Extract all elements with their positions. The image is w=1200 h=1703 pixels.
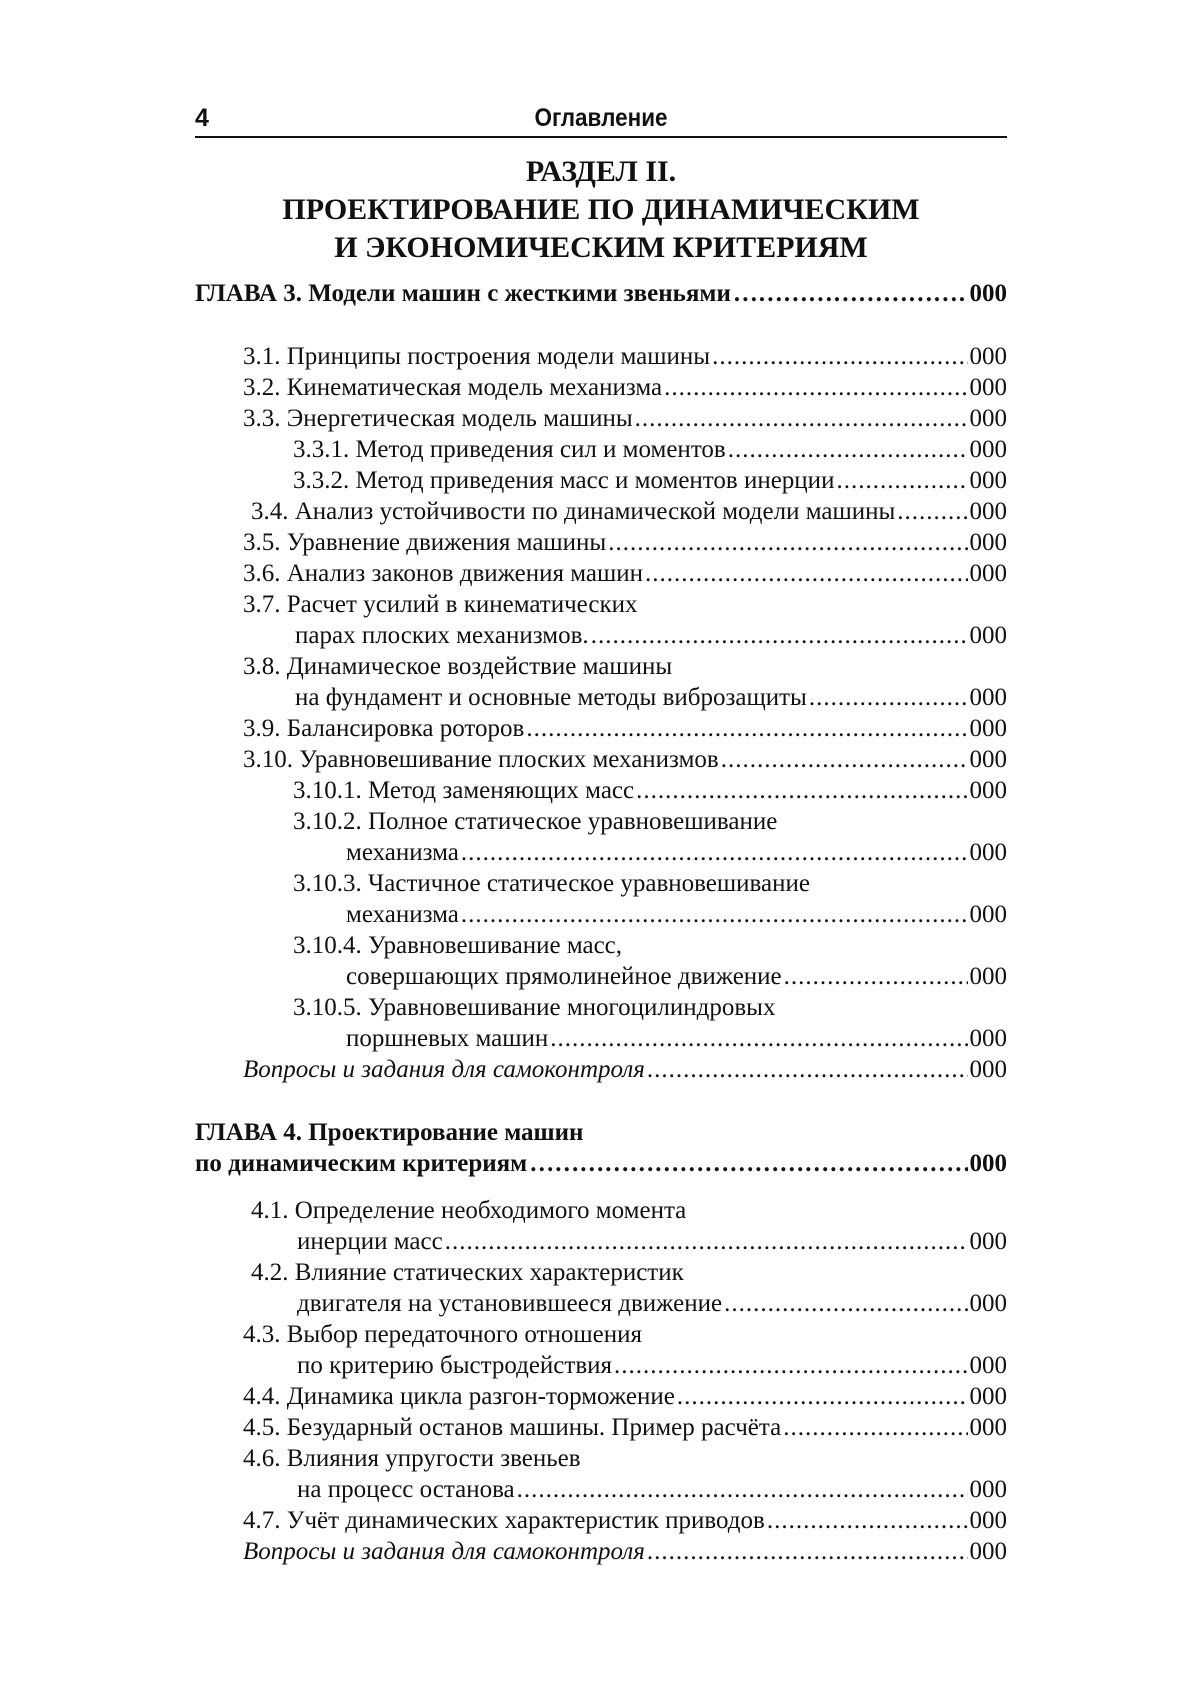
toc-entry-4-6-line-1[interactable]: 4.6. Влияния упругости звеньев xyxy=(243,1445,581,1472)
toc-entry-label: 3.2. Кинематическая модель механизма xyxy=(243,374,663,401)
toc-entry-4-2-line-1[interactable]: 4.2. Влияние статических характеристик xyxy=(251,1259,684,1286)
dot-leader xyxy=(809,682,968,714)
toc-entry-3-8[interactable] xyxy=(295,682,1007,714)
chapter-4-title: по динамическим критериям xyxy=(195,1150,528,1177)
toc-entry-ch4-questions[interactable] xyxy=(243,1536,1007,1568)
toc-entry-3-2[interactable] xyxy=(243,372,1007,404)
toc-entry-4-3[interactable] xyxy=(297,1350,1007,1382)
section-heading-line-2: ПРОЕКТИРОВАНИЕ ПО ДИНАМИЧЕСКИМ xyxy=(282,193,920,226)
toc-entry-3-5[interactable] xyxy=(243,527,1007,559)
toc-entry-3-10-2-line-1[interactable]: 3.10.2. Полное статическое уравновешивание xyxy=(293,808,778,835)
dot-leader xyxy=(897,496,967,528)
dot-leader xyxy=(591,620,968,652)
toc-entry-label: по критерию быстродействия xyxy=(297,1352,613,1379)
dot-leader xyxy=(677,1381,968,1413)
toc-entry-4-5[interactable] xyxy=(243,1412,1007,1444)
toc-entry-3-9[interactable] xyxy=(243,713,1007,745)
toc-entry-3-10-4[interactable] xyxy=(346,961,1007,993)
toc-entry-label: 3.3. Энергетическая модель машины xyxy=(243,405,633,432)
dot-leader xyxy=(526,713,967,745)
toc-entry-page: 000 xyxy=(969,684,1007,711)
toc-entry-label: Вопросы и задания для самоконтроля xyxy=(243,1538,645,1565)
chapter-3-heading[interactable] xyxy=(195,278,1007,310)
dot-leader xyxy=(550,1023,967,1055)
toc-entry-page: 000 xyxy=(969,715,1007,742)
toc-entry-3-4[interactable] xyxy=(251,496,1007,528)
dot-leader xyxy=(836,465,967,497)
page-number: 4 xyxy=(195,104,209,132)
section-heading-line-3: И ЭКОНОМИЧЕСКИМ КРИТЕРИЯМ xyxy=(334,231,868,264)
toc-entry-page: 000 xyxy=(969,405,1007,432)
toc-entry-3-10-1[interactable] xyxy=(293,775,1007,807)
dot-leader xyxy=(728,434,968,466)
toc-entry-label: 3.6. Анализ законов движения машин xyxy=(243,560,643,587)
dot-leader xyxy=(733,278,968,310)
toc-entry-label: 3.3.1. Метод приведения сил и моментов xyxy=(293,436,726,463)
toc-entry-4-2[interactable] xyxy=(297,1288,1007,1320)
toc-entry-label: 4.4. Динамика цикла разгон-торможение xyxy=(243,1383,675,1410)
toc-entry-page: 000 xyxy=(969,498,1007,525)
toc-entry-3-3-2[interactable] xyxy=(293,465,1007,497)
toc-entry-label: 3.3.2. Метод приведения масс и моментов инерции xyxy=(293,467,835,494)
chapter-4-heading[interactable] xyxy=(195,1148,1007,1180)
toc-entry-label: поршневых машин xyxy=(346,1025,549,1052)
chapter-3-title: ГЛАВА 3. Модели машин с жесткими звеньями xyxy=(195,280,731,307)
toc-entry-page: 000 xyxy=(969,1025,1007,1052)
toc-entry-label: 3.5. Уравнение движения машины xyxy=(243,529,607,556)
dot-leader xyxy=(445,1226,968,1258)
toc-entry-4-3-line-1[interactable]: 4.3. Выбор передаточного отношения xyxy=(243,1321,642,1348)
dot-leader xyxy=(461,899,968,931)
dot-leader xyxy=(647,1054,968,1086)
toc-entry-page: 000 xyxy=(969,622,1007,649)
page-header xyxy=(195,96,1007,138)
toc-entry-3-7-line-1[interactable]: 3.7. Расчет усилий в кинематических xyxy=(243,591,638,618)
toc-entry-3-7[interactable] xyxy=(295,620,1007,652)
dot-leader xyxy=(724,1288,967,1320)
dot-leader xyxy=(784,961,968,993)
section-heading-line-1: РАЗДЕЛ II. xyxy=(525,155,677,188)
toc-entry-page: 000 xyxy=(969,467,1007,494)
toc-entry-label: парах плоских механизмов. xyxy=(295,622,589,649)
toc-entry-ch3-questions[interactable] xyxy=(243,1054,1007,1086)
dot-leader xyxy=(712,341,967,373)
dot-leader xyxy=(461,837,968,869)
chapter-4-page: 000 xyxy=(969,1150,1007,1177)
toc-entry-page: 000 xyxy=(969,1414,1007,1441)
dot-leader xyxy=(529,1148,967,1180)
toc-entry-label: совершающих прямолинейное движение xyxy=(346,963,782,990)
toc-entry-label: 3.1. Принципы построения модели машины xyxy=(243,343,711,370)
toc-entry-3-10-5[interactable] xyxy=(346,1023,1007,1055)
toc-entry-page: 000 xyxy=(969,1538,1007,1565)
toc-entry-page: 000 xyxy=(969,963,1007,990)
toc-entry-page: 000 xyxy=(969,1352,1007,1379)
toc-entry-label: инерции масс xyxy=(297,1228,443,1255)
toc-entry-label: 3.10. Уравновешивание плоских механизмов xyxy=(243,746,719,773)
dot-leader xyxy=(645,558,968,590)
toc-entry-label: двигателя на установившееся движение xyxy=(297,1290,723,1317)
toc-entry-page: 000 xyxy=(969,1476,1007,1503)
toc-entry-page: 000 xyxy=(969,529,1007,556)
toc-entry-page: 000 xyxy=(969,839,1007,866)
toc-entry-4-4[interactable] xyxy=(243,1381,1007,1413)
dot-leader xyxy=(721,744,968,776)
toc-entry-3-3[interactable] xyxy=(243,403,1007,435)
toc-entry-4-7[interactable] xyxy=(243,1505,1007,1537)
toc-entry-page: 000 xyxy=(969,560,1007,587)
toc-entry-label: механизма xyxy=(346,839,459,866)
toc-entry-label: 4.7. Учёт динамических характеристик приводов xyxy=(243,1507,765,1534)
toc-entry-label: 3.10.1. Метод заменяющих масс xyxy=(293,777,635,804)
toc-entry-label: на фундамент и основные методы виброзащиты xyxy=(295,684,807,711)
toc-entry-label: 3.9. Балансировка роторов xyxy=(243,715,525,742)
chapter-3-page: 000 xyxy=(969,280,1007,307)
dot-leader xyxy=(767,1505,968,1537)
toc-entry-label: механизма xyxy=(346,901,459,928)
toc-entry-3-10-3[interactable] xyxy=(346,899,1007,931)
toc-entry-3-6[interactable] xyxy=(243,558,1007,590)
toc-entry-3-10-3-line-1[interactable]: 3.10.3. Частичное статическое уравновешивание xyxy=(293,870,810,897)
dot-leader xyxy=(636,775,967,807)
toc-entry-4-1-line-1[interactable]: 4.1. Определение необходимого момента xyxy=(251,1197,687,1224)
toc-entry-label: 3.4. Анализ устойчивости по динамической модели машины xyxy=(251,498,896,525)
toc-entry-page: 000 xyxy=(969,901,1007,928)
toc-entry-page: 000 xyxy=(969,1507,1007,1534)
toc-entry-3-10-4-line-1[interactable]: 3.10.4. Уравновешивание масс, xyxy=(293,932,623,959)
dot-leader xyxy=(647,1536,968,1568)
toc-entry-3-8-line-1[interactable]: 3.8. Динамическое воздействие машины xyxy=(243,653,673,680)
toc-entry-page: 000 xyxy=(969,1383,1007,1410)
dot-leader xyxy=(783,1412,967,1444)
dot-leader xyxy=(614,1350,967,1382)
running-title: Оглавление xyxy=(534,104,668,132)
toc-entry-page: 000 xyxy=(969,374,1007,401)
dot-leader xyxy=(517,1474,968,1506)
toc-entry-page: 000 xyxy=(969,777,1007,804)
toc-entry-3-10-2[interactable] xyxy=(346,837,1007,869)
toc-entry-page: 000 xyxy=(969,1290,1007,1317)
chapter-4-title-line-1[interactable]: ГЛАВА 4. Проектирование машин xyxy=(195,1119,584,1146)
toc-entry-3-10-5-line-1[interactable]: 3.10.5. Уравновешивание многоцилиндровых xyxy=(293,994,776,1021)
dot-leader xyxy=(635,403,968,435)
toc-entry-page: 000 xyxy=(969,343,1007,370)
toc-entry-page: 000 xyxy=(969,1228,1007,1255)
dot-leader xyxy=(608,527,967,559)
toc-entry-4-6[interactable] xyxy=(297,1474,1007,1506)
toc-entry-3-1[interactable] xyxy=(243,341,1007,373)
toc-entry-label: Вопросы и задания для самоконтроля xyxy=(243,1056,645,1083)
toc-entry-label: 4.5. Безударный останов машины. Пример расчёта xyxy=(243,1414,782,1441)
toc-entry-3-10[interactable] xyxy=(243,744,1007,776)
toc-entry-3-3-1[interactable] xyxy=(293,434,1007,466)
section-heading xyxy=(195,153,1007,267)
toc-entry-page: 000 xyxy=(969,746,1007,773)
toc-entry-page: 000 xyxy=(969,436,1007,463)
toc-entry-label: на процесс останова xyxy=(297,1476,515,1503)
toc-entry-page: 000 xyxy=(969,1056,1007,1083)
dot-leader xyxy=(664,372,967,404)
toc-entry-4-1[interactable] xyxy=(297,1226,1007,1258)
